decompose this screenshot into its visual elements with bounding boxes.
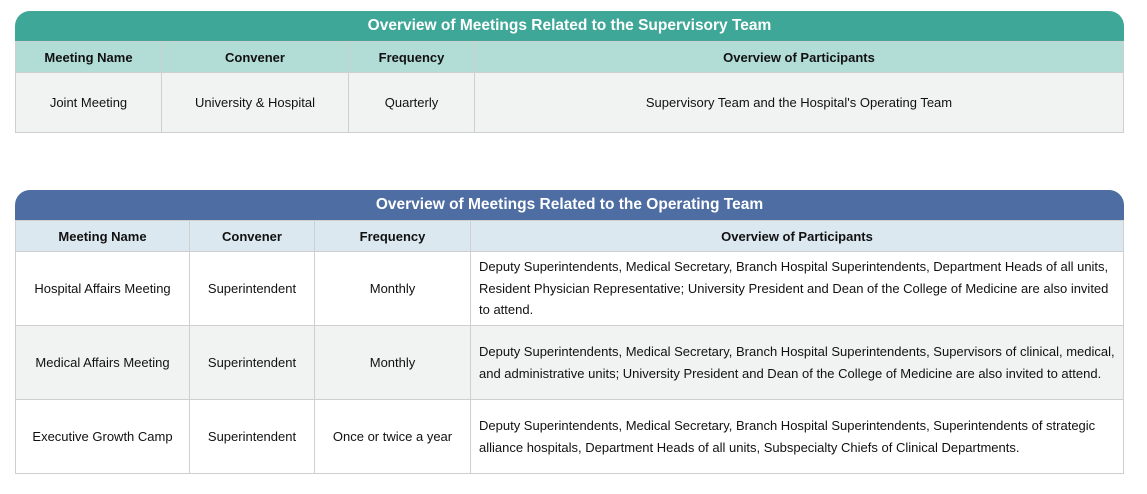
- column-header: Meeting Name: [16, 42, 162, 73]
- column-header: Convener: [162, 42, 349, 73]
- column-header: Overview of Participants: [471, 221, 1124, 252]
- operating-team-table: [15, 190, 1124, 474]
- table-row: [16, 252, 1124, 326]
- column-header: Overview of Participants: [475, 42, 1124, 73]
- participants: Deputy Superintendents, Medical Secretary, Branch Hospital Superintendents, Supervisors of clinical, medical, and administrative units; University President and Dean of the College of Medicine are also invited to attend.: [471, 326, 1124, 400]
- convener: Superintendent: [190, 326, 315, 400]
- table-row: [16, 400, 1124, 474]
- supervisory-team-table: [15, 11, 1124, 133]
- table-title: Overview of Meetings Related to the Operating Team: [15, 190, 1124, 220]
- convener: University & Hospital: [162, 73, 349, 133]
- participants: Supervisory Team and the Hospital's Operating Team: [475, 73, 1124, 133]
- column-header: Meeting Name: [16, 221, 190, 252]
- header-row: [16, 42, 1124, 73]
- participants: Deputy Superintendents, Medical Secretary, Branch Hospital Superintendents, Superintendents of strategic alliance hospitals, Department Heads of all units, Subspecialty Chiefs of Clinical Departments.: [471, 400, 1124, 474]
- table-title: Overview of Meetings Related to the Supervisory Team: [15, 11, 1124, 41]
- frequency: Monthly: [315, 252, 471, 326]
- column-header: Frequency: [315, 221, 471, 252]
- table-row: [16, 326, 1124, 400]
- header-row: [16, 221, 1124, 252]
- meeting-name: Joint Meeting: [16, 73, 162, 133]
- frequency: Once or twice a year: [315, 400, 471, 474]
- column-header: Frequency: [349, 42, 475, 73]
- table-row: [16, 73, 1124, 133]
- meeting-name: Medical Affairs Meeting: [16, 326, 190, 400]
- column-header: Convener: [190, 221, 315, 252]
- participants: Deputy Superintendents, Medical Secretary, Branch Hospital Superintendents, Department Heads of all units, Resident Physician Representative; University President and Dean of the College of Medicine are also invited to attend.: [471, 252, 1124, 326]
- convener: Superintendent: [190, 400, 315, 474]
- frequency: Monthly: [315, 326, 471, 400]
- convener: Superintendent: [190, 252, 315, 326]
- meeting-name: Executive Growth Camp: [16, 400, 190, 474]
- meeting-name: Hospital Affairs Meeting: [16, 252, 190, 326]
- frequency: Quarterly: [349, 73, 475, 133]
